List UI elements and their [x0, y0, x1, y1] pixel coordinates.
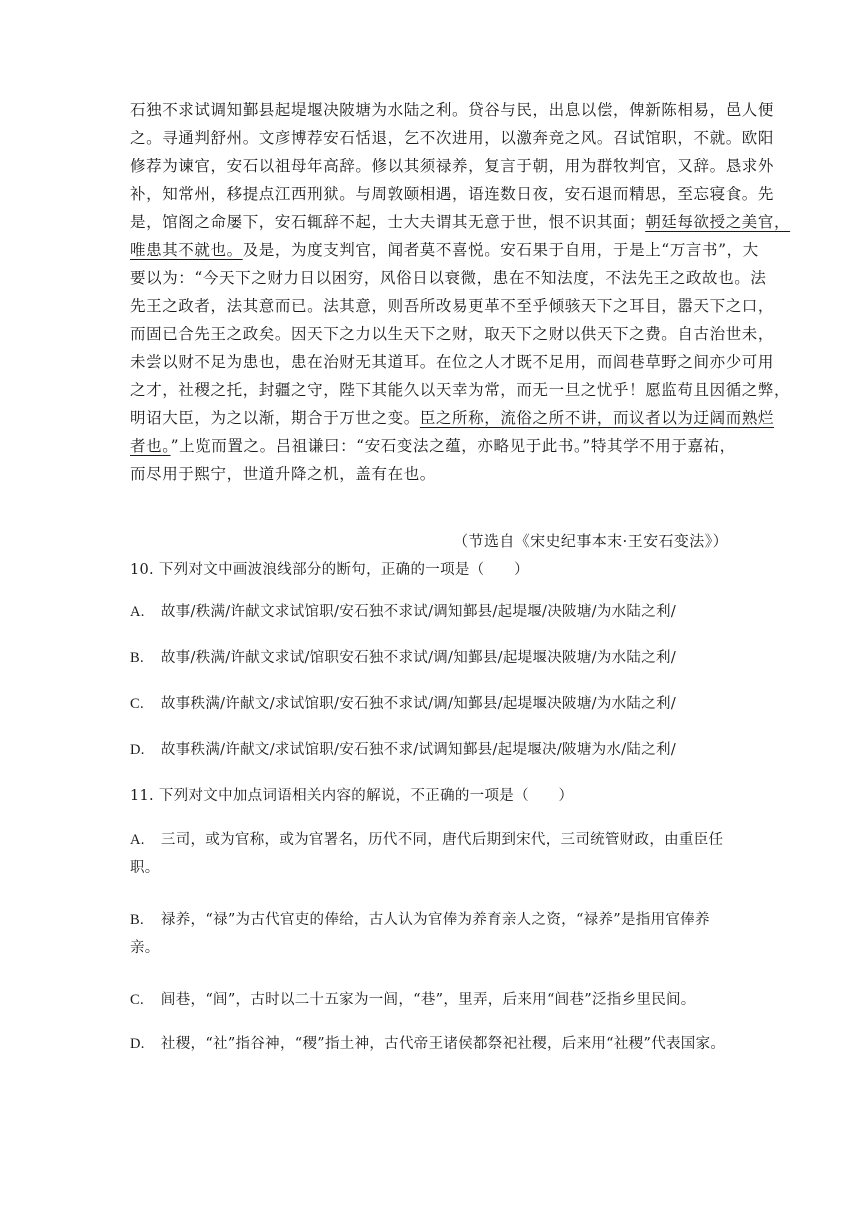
passage-line: 修荐为谏官，安石以祖母年高辞。修以其须禄养，复言于朝，用为群牧判官，又辞。恳求外 — [130, 157, 775, 175]
passage-line — [130, 404, 775, 432]
option-text: 故事秩满/许献文/求试馆职/安石独不求/试调知鄞县/起堤堰决/陂塘为水/陆之利/ — [160, 742, 677, 758]
option-label: D. — [130, 742, 145, 758]
option-text: 禄养，“禄”为古代官吏的俸给，古人认为官俸为养育亲人之资，“禄养”是指用官俸养亲。 — [130, 912, 710, 956]
option-label: D. — [130, 1036, 145, 1052]
option-label: C. — [130, 696, 144, 712]
underlined-sentence: 臣之所称，流俗之所不讲，而议者以为迂阔而熟烂 — [419, 409, 775, 427]
passage-line: 补，知常州，移提点江西刑狱。与周敦颐相遇，语连数日夜，安石退而精思，至忘寝食。先 — [130, 185, 775, 203]
option-text: 闾巷，“闾”，古时以二十五家为一闾，“巷”，里弄，后来用“闾巷”泛指乡里民间。 — [160, 992, 696, 1008]
question-10 — [130, 556, 730, 584]
option-text: 三司，或为官称，或为官署名，历代不同，唐代后期到宋代，三司统管财政，由重臣任职。 — [130, 832, 724, 876]
passage-line: 之。寻通判舒州。文彦博荐安石恬退，乞不次进用，以激奔竞之风。召试馆职，不就。欧阳 — [130, 129, 775, 147]
question-stem: 11. 下列对文中加点词语相关内容的解说，不正确的一项是（ ） — [130, 788, 574, 804]
question-11 — [130, 782, 730, 810]
passage-line: 之才，社稷之托，封疆之守，陛下其能久以天幸为常，而无一旦之忧乎！愿监苟且因循之弊， — [130, 381, 791, 399]
passage-text: 明诏大臣，为之以渐，期合于万世之变。 — [130, 409, 420, 427]
passage-line: 石独不求试调知鄞县起堤堰决陂塘为水陆之利。贷谷与民，出息以偿，俾新陈相易，邑人便 — [130, 101, 775, 119]
passage-line: 而固已合先王之政矣。因天下之力以生天下之财，取天下之财以供天下之费。自古治世未， — [130, 325, 775, 343]
option-label: B. — [130, 650, 144, 666]
option-text: 社稷，“社”指谷神，“稷”指土神，古代帝王诸侯都祭祀社稷，后来用“社稷”代表国家。 — [160, 1036, 726, 1052]
passage-line: 未尝以财不足为患也，患在治财无其道耳。在位之人才既不足用，而闾巷草野之间亦少可用 — [130, 353, 775, 371]
underlined-sentence: 朝廷每欲授之美官， — [645, 213, 791, 231]
passage-text: 是，馆阁之命屡下，安石辄辞不起，士大夫谓其无意于世，恨不识其面； — [130, 213, 646, 231]
option-11b — [130, 906, 730, 962]
passage-text: ”上览而置之。吕祖谦曰：“安石变法之蕴，亦略见于此书。”特其学不用于嘉祐， — [170, 437, 736, 455]
option-10c — [130, 690, 730, 718]
underlined-sentence: 唯患其不就也。 — [130, 241, 243, 259]
option-label: A. — [130, 604, 145, 620]
option-10b — [130, 644, 730, 672]
passage — [130, 96, 791, 488]
passage-line — [130, 208, 791, 236]
option-label: B. — [130, 912, 144, 928]
option-10a — [130, 598, 730, 626]
option-10d — [130, 736, 730, 764]
passage-text: 及是，为度支判官，闻者莫不喜悦。安石果于自用，于是上“万言书”，大 — [242, 241, 759, 259]
source-citation: （节选自《宋史纪事本末·王安石变法》） — [453, 532, 728, 550]
option-label: C. — [130, 992, 144, 1008]
option-text: 故事/秩满/许献文求试馆职/安石独不求试/调知鄞县/起堤堰/决陂塘/为水陆之利/ — [160, 604, 677, 620]
passage-line — [130, 432, 736, 460]
passage-line: 要以为：“今天下之财力日以困穷，风俗日以衰微，患在不知法度，不法先王之政故也。法 — [130, 269, 767, 287]
passage-line: 先王之政者，法其意而已。法其意，则吾所改易更革不至乎倾骇天下之耳目，嚣天下之口， — [130, 297, 775, 315]
question-stem: 10. 下列对文中画波浪线部分的断句，正确的一项是（ ） — [130, 562, 529, 578]
passage-line: 而尽用于熙宁，世道升降之机，盖有在也。 — [130, 465, 436, 483]
option-11a — [130, 826, 730, 882]
underlined-sentence: 者也。 — [130, 437, 171, 455]
passage-line — [130, 236, 759, 264]
option-11d — [130, 1030, 730, 1058]
option-text: 故事秩满/许献文/求试馆职/安石独不求试/调/知鄞县/起堤堰决陂塘/为水陆之利/ — [160, 696, 677, 712]
option-text: 故事/秩满/许献文求试/馆职安石独不求试/调/知鄞县/起堤堰决陂塘/为水陆之利/ — [160, 650, 677, 666]
option-11c — [130, 986, 730, 1014]
option-label: A. — [130, 832, 145, 848]
